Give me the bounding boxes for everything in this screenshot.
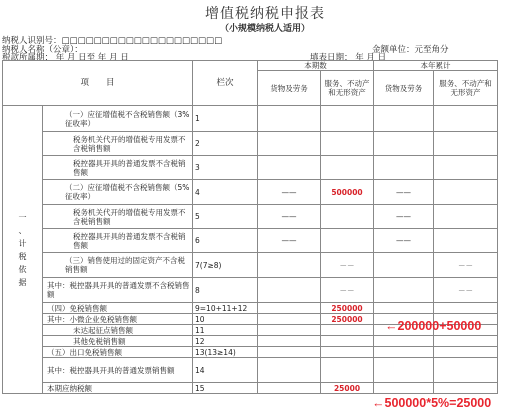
annotation-exempt-sum: ←200000+50000 [385,319,482,333]
header-current: 本期数 [258,61,374,71]
table-row: 税控器具开具的普通发票不含税销售额 6 —— —— [3,229,498,253]
row-line: 8 [193,278,258,303]
row-item: （五）出口免税销售额 [43,347,193,358]
row-line: 2 [193,132,258,156]
row-item: （四）免税销售额 [43,303,193,314]
header-services-current: 服务、不动产和无形资产 [321,71,374,106]
header-ytd: 本年累计 [374,61,498,71]
header-line: 栏次 [193,61,258,106]
header-goods-current: 货物及劳务 [258,71,321,106]
tax-period: 税款所属期： 年 月 日至 年 月 日 [2,53,129,63]
row-line: 4 [193,180,258,205]
row-item: 本期应纳税额 [43,383,193,394]
row-item: 其他免税销售额 [43,336,193,347]
row-item: 税控器具开具的普通发票不含税销售额 [43,156,193,180]
row-item: 税控器具开具的普通发票不含税销售额 [43,229,193,253]
row-line: 13(13≥14) [193,347,258,358]
row-line: 6 [193,229,258,253]
form-title: 增值税纳税申报表 [205,6,325,22]
row-item: 其中：小微企业免税销售额 [43,314,193,325]
header-services-ytd: 服务、不动产和无形资产 [434,71,498,106]
table-row [3,156,498,180]
table-row: 其中：小微企业免税销售额 10 250000 [3,314,498,325]
row-line: 5 [193,205,258,229]
row-line: 10 [193,314,258,325]
annotation-tax-calc: ←500000*5%=25000 [372,396,492,410]
row-item: 税务机关代开的增值税专用发票不含税销售额 [43,205,193,229]
table-row: （二）应征增值税不含税销售额（5%征收率） 4 —— 500000 —— [3,180,498,205]
row-line: 14 [193,358,258,383]
row-item: 其中：税控器具开具的普通发票不含税销售额 [43,278,193,303]
table-row: 本期应纳税额 15 25000 [3,383,498,394]
row-line: 1 [193,106,258,132]
row-item: 其中：税控器具开具的普通发票销售额 [43,358,193,383]
row-item: （三）销售使用过的固定资产不含税销售额 [43,253,193,278]
row-line: 12 [193,336,258,347]
table-row [3,336,498,347]
header-item: 项 目 [3,61,193,106]
row-line: 7(7≥8) [193,253,258,278]
row-item: 未达起征点销售额 [43,325,193,336]
table-row: 税务机关代开的增值税专用发票不含税销售额 5 —— —— [3,205,498,229]
table-row: （四）免税销售额 9=10+11+12 250000 [3,303,498,314]
row-line: 15 [193,383,258,394]
table-row: （三）销售使用过的固定资产不含税销售额 7(7≥8) －－ －－ [3,253,498,278]
header-goods-ytd: 货物及劳务 [374,71,434,106]
row-line: 11 [193,325,258,336]
row-item: （一）应征增值税不含税销售额（3%征收率） [43,106,193,132]
table-row: 其中：税控器具开具的普通发票不含税销售额 8 －－ －－ [3,278,498,303]
row-item: 税务机关代开的增值税专用发票不含税销售额 [43,132,193,156]
table-row [3,106,498,132]
taxpayer-id: 纳税人识别号：□□□□□□□□□□□□□□□□□□□□ [2,36,223,46]
table-row [3,347,498,358]
taxpayer-name: 纳税人名称（公章）： [2,45,83,55]
tax-return-table [2,60,498,394]
section-label: 一 、 计 税 依 据 [3,106,43,394]
form-subtitle: （小规模纳税人适用） [219,24,310,34]
table-row [3,132,498,156]
row-line: 3 [193,156,258,180]
table-row [3,358,498,383]
fill-date: 填表日期： 年 月 日 [310,53,387,63]
row-item: （二）应征增值税不含税销售额（5%征收率） [43,180,193,205]
row-line: 9=10+11+12 [193,303,258,314]
amount-unit: 金额单位：元至角分 [372,45,449,55]
